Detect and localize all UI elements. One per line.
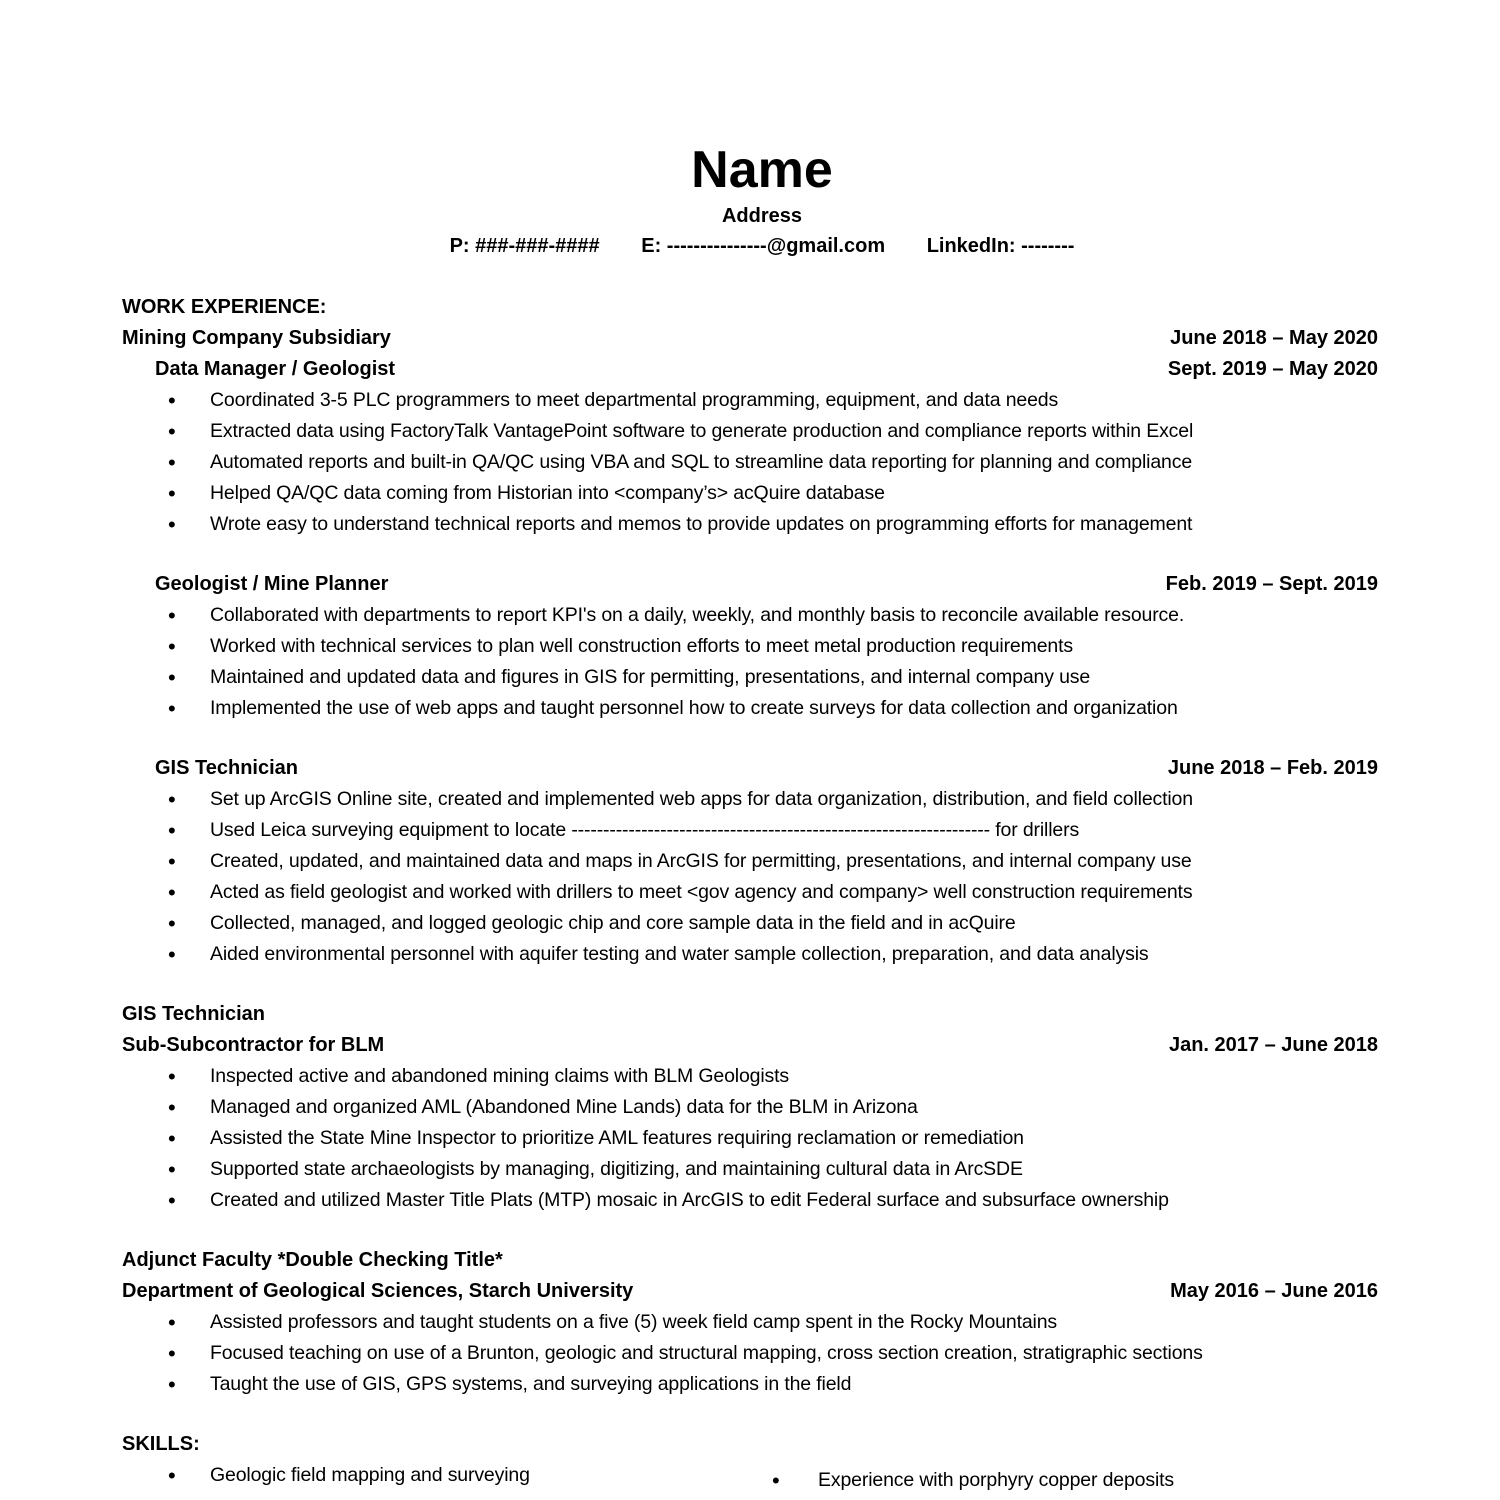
role-dates: Sept. 2019 – May 2020 [1167,358,1378,380]
candidate-name: Name [691,141,833,199]
role-title: GIS Technician [155,757,298,779]
list-item: • Focused teaching on use of a Brunton, geologic and structural mapping, cross section creation, stratigraphic sections [122,1338,1378,1369]
job-title: Adjunct Faculty *Double Checking Title* [122,1249,503,1271]
organization: Department of Geological Sciences, Starch University [122,1280,634,1302]
skills-left [122,1460,722,1491]
phone: P: ###-###-#### [449,235,600,257]
resume-body [122,292,1378,1491]
role-header [122,753,1378,784]
list-item: • Created and utilized Master Title Plats (MTP) mosaic in ArcGIS to edit Federal surface and subsurface ownership [122,1185,1378,1216]
role-dates: Feb. 2019 – Sept. 2019 [1165,573,1378,595]
bullet-list [122,1061,1378,1216]
skill-item: • Experience with porphyry copper deposits [722,1465,1322,1496]
skills-columns [122,1460,1378,1491]
job-title: GIS Technician [122,1003,265,1025]
role-title: Geologist / Mine Planner [155,573,389,595]
list-item: • Implemented the use of web apps and taught personnel how to create surveys for data collection and organization [122,693,1378,724]
list-item: • Extracted data using FactoryTalk VantagePoint software to generate production and compliance reports within Excel [122,416,1378,447]
list-item: • Used Leica surveying equipment to locate ------------------------------------------------------------------ for drillers [122,815,1378,846]
list-item: • Assisted the State Mine Inspector to prioritize AML features requiring reclamation or remediation [122,1123,1378,1154]
bullet-list [122,1307,1378,1400]
list-item: • Created, updated, and maintained data and maps in ArcGIS for permitting, presentations, and internal company use [122,846,1378,877]
bullet-list [122,385,1378,540]
company-name: Mining Company Subsidiary [122,327,391,349]
list-item: • Set up ArcGIS Online site, created and implemented web apps for data organization, distribution, and field collection [122,784,1378,815]
contact-line [122,232,1402,260]
list-item: • Coordinated 3-5 PLC programmers to meet departmental programming, equipment, and data needs [122,385,1378,416]
bullet-list [122,600,1378,724]
list-item: • Helped QA/QC data coming from Historian into <company’s> acQuire database [122,478,1378,509]
list-item: • Taught the use of GIS, GPS systems, and surveying applications in the field [122,1369,1378,1400]
list-item: • Worked with technical services to plan well construction efforts to meet metal production requirements [122,631,1378,662]
job-dates: June 2018 – May 2020 [1170,327,1378,349]
address: Address [721,205,803,227]
role-header [122,569,1378,600]
list-item: • Supported state archaeologists by managing, digitizing, and maintaining cultural data in ArcSDE [122,1154,1378,1185]
list-item: • Acted as field geologist and worked with drillers to meet <gov agency and company> well construction requirements [122,877,1378,908]
skill-item: • Geologic field mapping and surveying [122,1460,722,1491]
list-item: • Wrote easy to understand technical reports and memos to provide updates on programming efforts for management [122,509,1378,540]
list-item: • Inspected active and abandoned mining claims with BLM Geologists [122,1061,1378,1092]
list-item: • Collaborated with departments to report KPI's on a daily, weekly, and monthly basis to reconcile available resource. [122,600,1378,631]
list-item: • Assisted professors and taught students on a five (5) week field camp spent in the Rocky Mountains [122,1307,1378,1338]
job-dates: Jan. 2017 – June 2018 [1168,1034,1378,1056]
organization: Sub-Subcontractor for BLM [122,1034,385,1056]
role-header [122,354,1378,385]
list-item: • Automated reports and built-in QA/QC using VBA and SQL to streamline data reporting for planning and compliance [122,447,1378,478]
job-dates: May 2016 – June 2016 [1170,1280,1378,1302]
job-header [122,1276,1378,1307]
role-title: Data Manager / Geologist [155,358,396,380]
list-item: • Managed and organized AML (Abandoned Mine Lands) data for the BLM in Arizona [122,1092,1378,1123]
list-item: • Aided environmental personnel with aquifer testing and water sample collection, preparation, and data analysis [122,939,1378,970]
role-dates: June 2018 – Feb. 2019 [1167,757,1378,779]
email: E: ---------------@gmail.com [641,235,886,257]
section-heading-work: WORK EXPERIENCE: [122,296,327,318]
list-item: • Maintained and updated data and figures in GIS for permitting, presentations, and internal company use [122,662,1378,693]
section-heading-skills: SKILLS: [122,1433,200,1455]
job-header [122,1030,1378,1061]
bullet-list [122,784,1378,970]
skills-right [722,1460,1322,1491]
linkedin: LinkedIn: -------- [926,235,1075,257]
job-header [122,323,1378,354]
list-item: • Collected, managed, and logged geologic chip and core sample data in the field and in acQuire [122,908,1378,939]
